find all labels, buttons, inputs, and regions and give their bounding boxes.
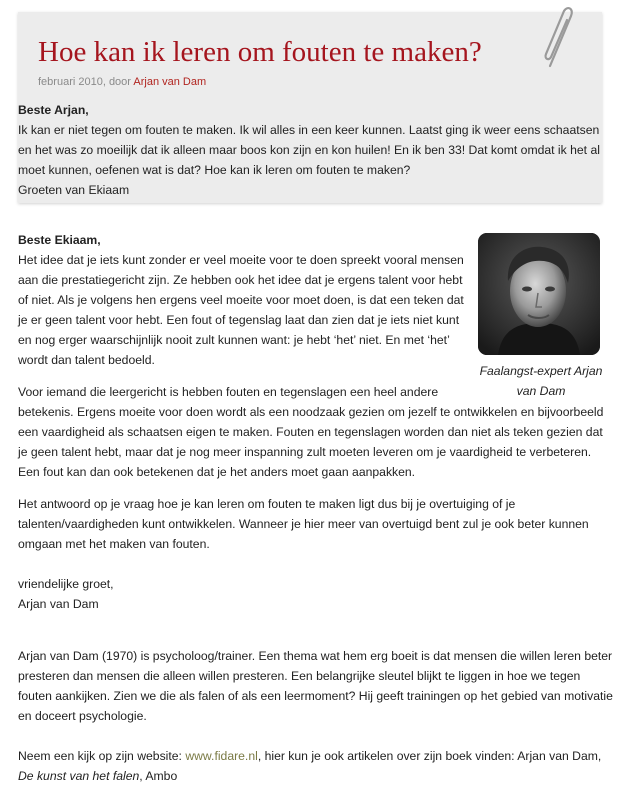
book-publisher: , Ambo (139, 769, 178, 783)
author-bio (18, 646, 618, 726)
answer-line: betekenis. Ergens moeite voor doen wordt als een noodzaak gezien om jezelf te ontwikkelen en bijvoorbeeld (18, 405, 604, 419)
bio-line: Arjan van Dam (1970) is psycholoog/trainer. Een thema wat hem erg boeit is dat mensen die willen leren beter (18, 649, 613, 663)
signature: Arjan van Dam (18, 597, 99, 611)
book-line (18, 766, 618, 786)
answer-line: omgaan met het maken van fouten. (18, 537, 210, 551)
answer-line: je geen talent hebt, maar dat je nog meer inspanning zult moeten leveren om je vaardigheid te verbeteren. (18, 445, 592, 459)
website-suffix: , hier kun je ook artikelen over zijn boek vinden: Arjan van Dam, (257, 749, 602, 763)
website-prefix: Neem een kijk op zijn website: (18, 749, 186, 763)
answer-line: je er geen talent voor hebt. Een fout of tegenslag laat dan zien dat je iets niet kunt (18, 313, 460, 327)
answer-line: talenten/vaardigheden kunt ontwikkelen. Wanneer je hier meer van overtuigd bent zul je ook beter kunnen (18, 517, 589, 531)
website-note (18, 746, 618, 786)
website-link[interactable]: www.fidare.nl (185, 749, 258, 763)
question-line: moet kunnen, oefenen wat is dat? Hoe kan ik leren om fouten te maken? (18, 163, 411, 177)
question-text (18, 100, 598, 200)
page-title: Hoe kan ik leren om fouten te maken? (38, 36, 482, 68)
answer-paragraph-3 (18, 494, 618, 554)
answer-paragraph-1 (18, 230, 618, 370)
answer-line: Voor iemand die leergericht is hebben fouten en tegenslagen een heel andere (18, 385, 439, 399)
answer-line: wordt dan talent bedoeld. (18, 353, 155, 367)
photo-caption-line: van Dam (516, 384, 566, 398)
book-title: De kunst van het falen (18, 769, 140, 783)
question-line: Ik kan er niet tegen om fouten te maken. Ik wil alles in een keer kunnen. Laatst ging ik weer eens schaatsen (18, 123, 600, 137)
answer-paragraph-2 (18, 382, 618, 482)
website-line (18, 746, 618, 766)
post-date: februari 2010 (38, 76, 103, 88)
question-signoff: Groeten van Ekiaam (18, 183, 130, 197)
answer-line: Het antwoord op je vraag hoe je kan leren om fouten te maken ligt dus bij je overtuiging of je (18, 497, 516, 511)
byline-door: , door (102, 76, 134, 88)
answer-signoff (18, 574, 618, 614)
photo-caption-line: Faalangst-expert Arjan (479, 364, 603, 378)
closing: vriendelijke groet, (18, 577, 114, 591)
byline (38, 76, 206, 88)
question-line: en het was zo moeilijk dat ik alleen maar boos kon zijn en kon huilen! En ik ben 33! Dat komt omdat ik het al (18, 143, 600, 157)
author-link[interactable]: Arjan van Dam (133, 76, 207, 88)
answer-line: aan die prestatiegericht zijn. Ze hebben ook het idee dat je ergens talent voor hebt (18, 273, 463, 287)
answer-line: of niet. Als je volgens hen ergens veel moeite voor moet doen, is dat een teken dat (18, 293, 464, 307)
answer-line: Het idee dat je iets kunt zonder er veel moeite voor te doen spreekt vooral mensen (18, 253, 464, 267)
bio-line: fouten aankijken. Zien we die als falen of als een leermoment? Hij geeft trainingen op het gebied van motivatie (18, 689, 613, 703)
answer-line: een vaardigheid als schaatsen eigen te maken. Fouten en tegenslagen worden dan niet als teken gezien dat (18, 425, 603, 439)
answer-line: Een fout kan dan ook betekenen dat je het anders moet gaan aanpakken. (18, 465, 416, 479)
question-greeting: Beste Arjan, (18, 103, 89, 117)
answer-line: en nog erger waarschijnlijk nooit zult kunnen want: je hebt ‘het’ niet. En met ‘het’ (18, 333, 450, 347)
answer-greeting: Beste Ekiaam, (18, 233, 101, 247)
bio-line: presteren dan mensen die alleen willen presteren. Een belangrijke sleutel blijkt te liggen in hoe we tegen (18, 669, 581, 683)
paperclip-icon (538, 2, 580, 72)
bio-line: en doceert psychologie. (18, 709, 147, 723)
